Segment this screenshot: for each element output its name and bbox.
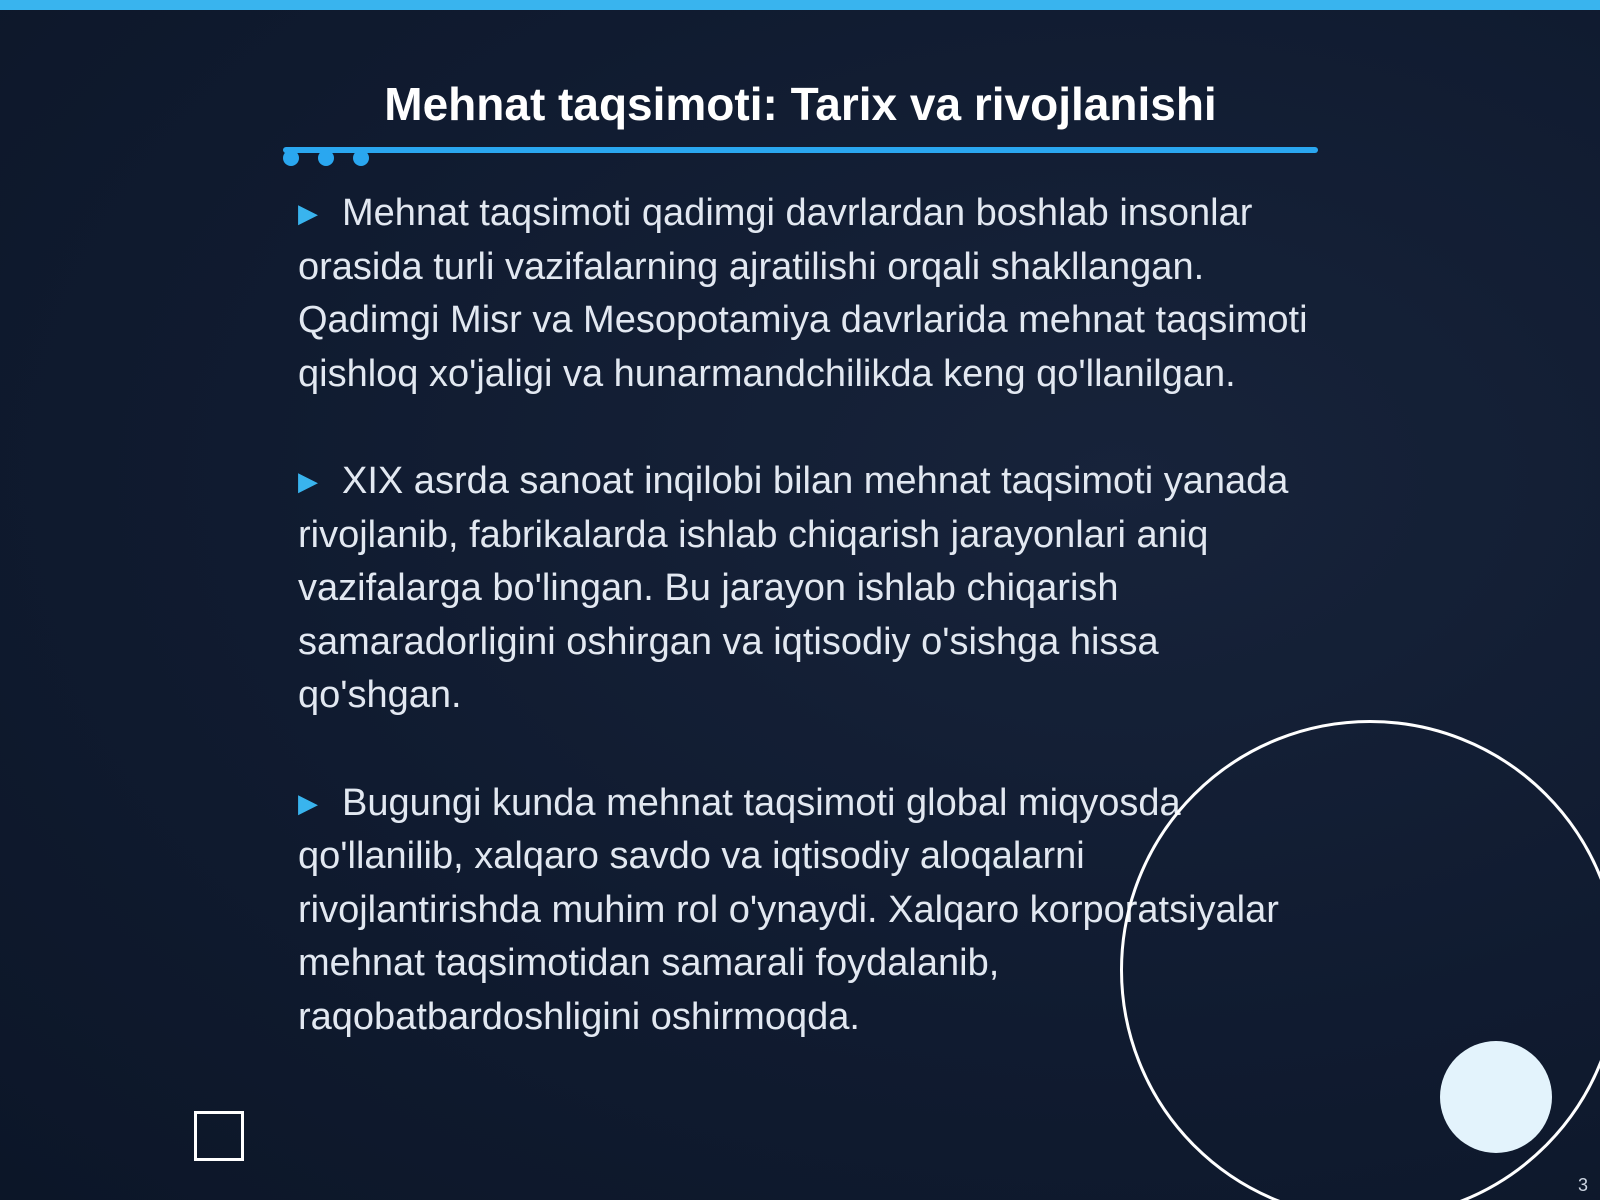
decorative-circle-filled (1440, 1041, 1552, 1153)
top-accent-bar (0, 0, 1600, 10)
bullet-item (298, 187, 1308, 401)
decorative-dot (318, 150, 334, 166)
decorative-dot (283, 150, 299, 166)
bullet-item (298, 455, 1308, 723)
decorative-dot (353, 150, 369, 166)
bullet-text: Bugungi kunda mehnat taqsimoti global miqyosda qo'llanilib, xalqaro savdo va iqtisodiy aloqalarni rivojlantirishda muhim rol o'ynaydi. Xalqaro korporatsiyalar mehnat taqsimotidan samarali foydalanib, raqobatbardoshligini oshirmoqda. (298, 781, 1279, 1038)
page-number: 3 (1577, 1175, 1588, 1195)
triangle-bullet-icon: ▶ (298, 198, 318, 228)
decorative-square (194, 1111, 244, 1161)
triangle-bullet-icon: ▶ (298, 787, 318, 818)
slide-title: Mehnat taqsimoti: Tarix va rivojlanishi (384, 78, 1217, 130)
bullet-text: XIX asrda sanoat inqilobi bilan mehnat taqsimoti yanada rivojlanib, fabrikalarda ishlab chiqarish jarayonlari aniq vazifalarga bo'lingan. Bu jarayon ishlab chiqarish samaradorligini oshirgan va iqtisodiy o'sishga hissa qo'shgan. (298, 460, 1289, 716)
triangle-bullet-icon: ▶ (298, 466, 318, 496)
bullet-text: Mehnat taqsimoti qadimgi davrlardan boshlab insonlar orasida turli vazifalarning ajratilishi orqali shakllangan. Qadimgi Misr va Mesopotamiya davrlarida mehnat taqsimoti qishloq xo'jaligi va hunarmandchilikda keng qo'llanilgan. (298, 192, 1308, 395)
title-underline (283, 147, 1318, 153)
